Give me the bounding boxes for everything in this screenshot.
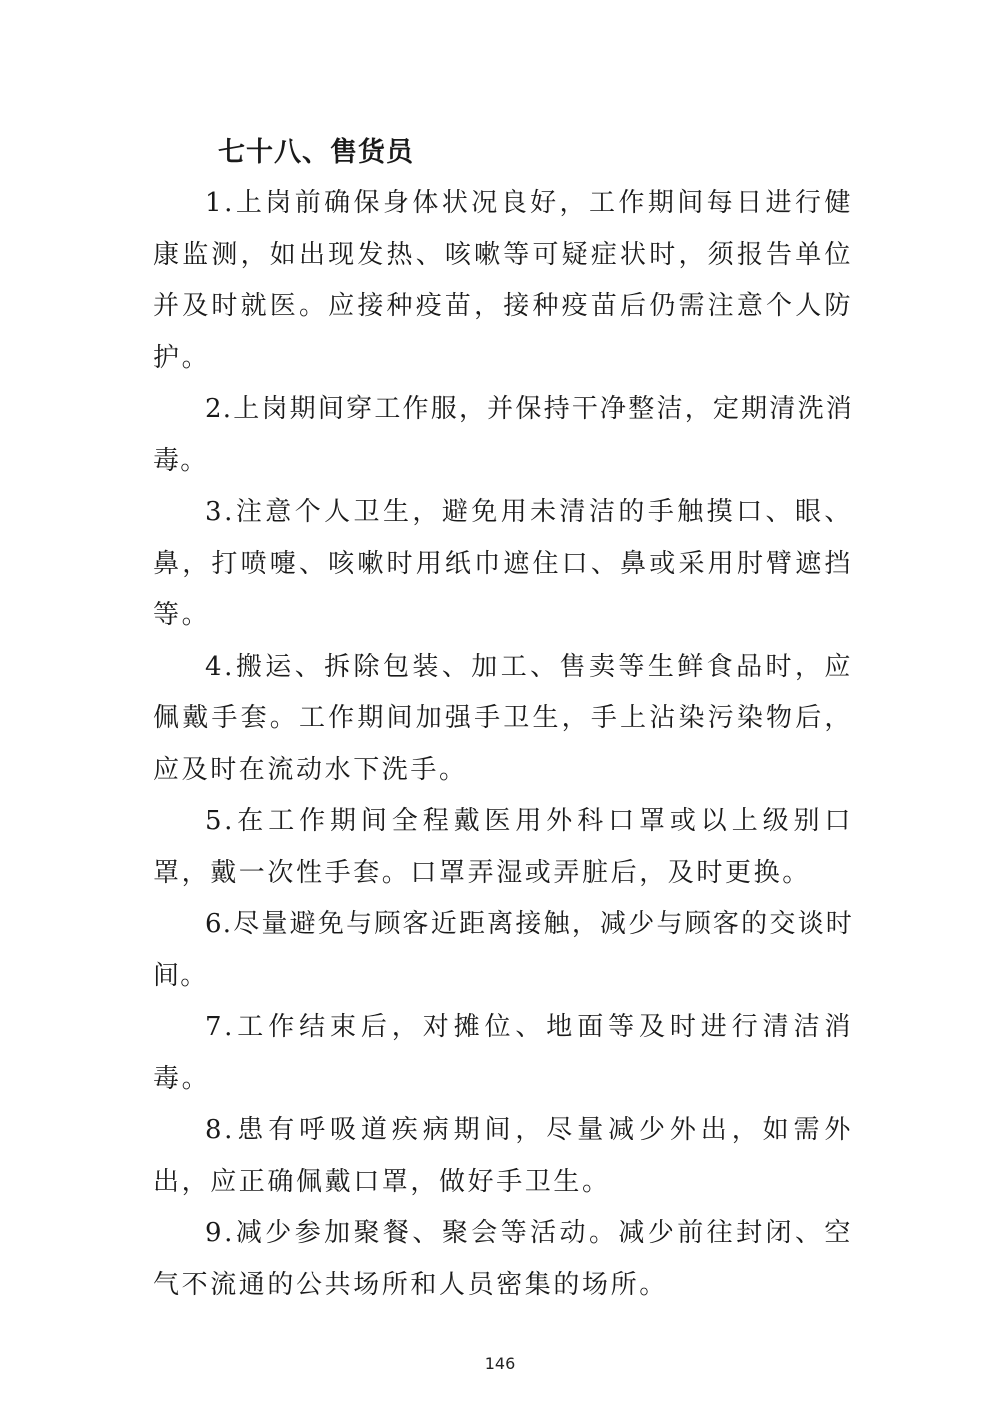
page-number: 146 (484, 1354, 516, 1373)
paragraph-5: 5.在工作期间全程戴医用外科口罩或以上级别口罩，戴一次性手套。口罩弄湿或弄脏后，及时更换。 (153, 806, 853, 888)
section-heading: 七十八、售货员 (218, 137, 414, 168)
paragraph-4: 4.搬运、拆除包装、加工、售卖等生鲜食品时，应佩戴手套。工作期间加强手卫生，手上沾染污染物后，应及时在流动水下洗手。 (153, 651, 853, 785)
document-body (153, 178, 853, 1311)
paragraph-9: 9.减少参加聚餐、聚会等活动。减少前往封闭、空气不流通的公共场所和人员密集的场所。 (153, 1218, 853, 1300)
paragraph-3: 3.注意个人卫生，避免用未清洁的手触摸口、眼、鼻，打喷嚏、咳嗽时用纸巾遮住口、鼻或采用肘臂遮挡等。 (153, 497, 853, 630)
paragraph-7: 7.工作结束后，对摊位、地面等及时进行清洁消毒。 (153, 1012, 853, 1094)
paragraph-1: 1.上岗前确保身体状况良好，工作期间每日进行健康监测，如出现发热、咳嗽等可疑症状时，须报告单位并及时就医。应接种疫苗，接种疫苗后仍需注意个人防护。 (153, 188, 853, 373)
paragraph-6: 6.尽量避免与顾客近距离接触，减少与顾客的交谈时间。 (153, 909, 853, 991)
paragraph-2: 2.上岗期间穿工作服，并保持干净整洁，定期清洗消毒。 (153, 394, 853, 476)
paragraph-8: 8.患有呼吸道疾病期间，尽量减少外出，如需外出，应正确佩戴口罩，做好手卫生。 (153, 1115, 853, 1197)
